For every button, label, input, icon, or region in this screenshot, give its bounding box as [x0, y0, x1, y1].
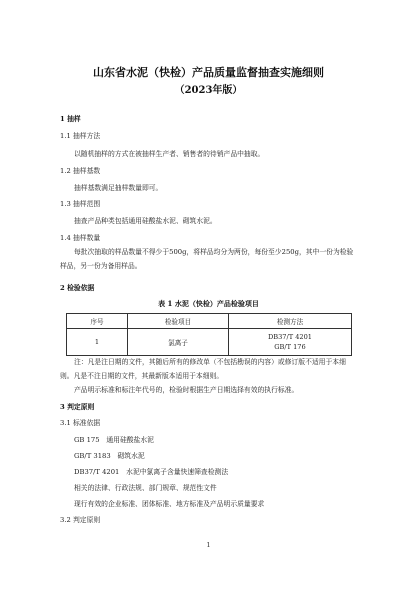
section-1-4-heading: 1.4 抽样数量: [60, 234, 101, 242]
section-1-2-heading: 1.2 抽样基数: [60, 167, 101, 175]
section-1-2-text: 抽样基数满足抽样数量即可。: [74, 184, 163, 192]
section-1-1-heading: 1.1 抽样方法: [60, 132, 101, 140]
method-line-2: GB/T 176: [274, 343, 306, 351]
document-title: 山东省水泥（快检）产品质量监督抽查实施细则: [93, 66, 324, 79]
table-cell-item: 氯离子: [128, 329, 229, 356]
section-3-heading: 3 判定原则: [60, 403, 95, 411]
table-note-2: 产品明示标准和标注年代号的，检验时根据生产日期选择有效的执行标准。: [74, 386, 299, 394]
standard-line-5: 现行有效的企业标准、团体标准、地方标准及产品明示质量要求: [74, 500, 265, 508]
section-1-4-text: 每批次抽取的样品数量不得少于500g，将样品均分为两份，每份至少250g，其中一份为检验样品，另一份为备用样品。: [60, 248, 354, 270]
table-cell-no: 1: [67, 329, 128, 356]
table-cell-method: [229, 329, 352, 356]
section-1-heading: 1 抽样: [60, 115, 81, 123]
table-header-item: 检验项目: [128, 314, 229, 329]
table-caption: 表 1 水泥（快检）产品检验项目: [158, 299, 259, 308]
table-header-method: 检测方法: [229, 314, 352, 329]
document-subtitle: （2023年版）: [174, 85, 243, 96]
section-1-1-text: 以随机抽样的方式在被抽样生产者、销售者的待销产品中抽取。: [74, 150, 265, 158]
standard-line-3: DB37/T 4201 水泥中氯离子含量快速筛查检测法: [74, 468, 229, 476]
section-3-2-heading: 3.2 判定原则: [60, 516, 101, 524]
standard-line-1: GB 175 通用硅酸盐水泥: [74, 436, 154, 444]
section-3-1-heading: 3.1 标准依据: [60, 419, 101, 427]
table-row: [67, 329, 352, 356]
section-1-3-heading: 1.3 抽样范围: [60, 200, 101, 208]
standard-line-2: GB/T 3183 砌筑水泥: [74, 452, 145, 460]
table-header-no: 序号: [67, 314, 128, 329]
section-1-3-text: 抽查产品种类包括通用硅酸盐水泥、砌筑水泥。: [74, 217, 217, 225]
section-2-heading: 2 检验依据: [60, 284, 95, 292]
method-line-1: DB37/T 4201: [267, 333, 313, 341]
page-number: 1: [206, 541, 211, 549]
standard-line-4: 相关的法律、行政法规、部门规章、规范性文件: [74, 484, 217, 492]
table-header-row: [67, 314, 352, 329]
table-note: 注：凡是注日期的文件，其随后所有的修改单（不包括勘误的内容）或修订版不适用于本细则。凡是不注日期的文件，其最新版本适用于本细则。: [60, 358, 346, 380]
inspection-items-table: [66, 313, 352, 356]
